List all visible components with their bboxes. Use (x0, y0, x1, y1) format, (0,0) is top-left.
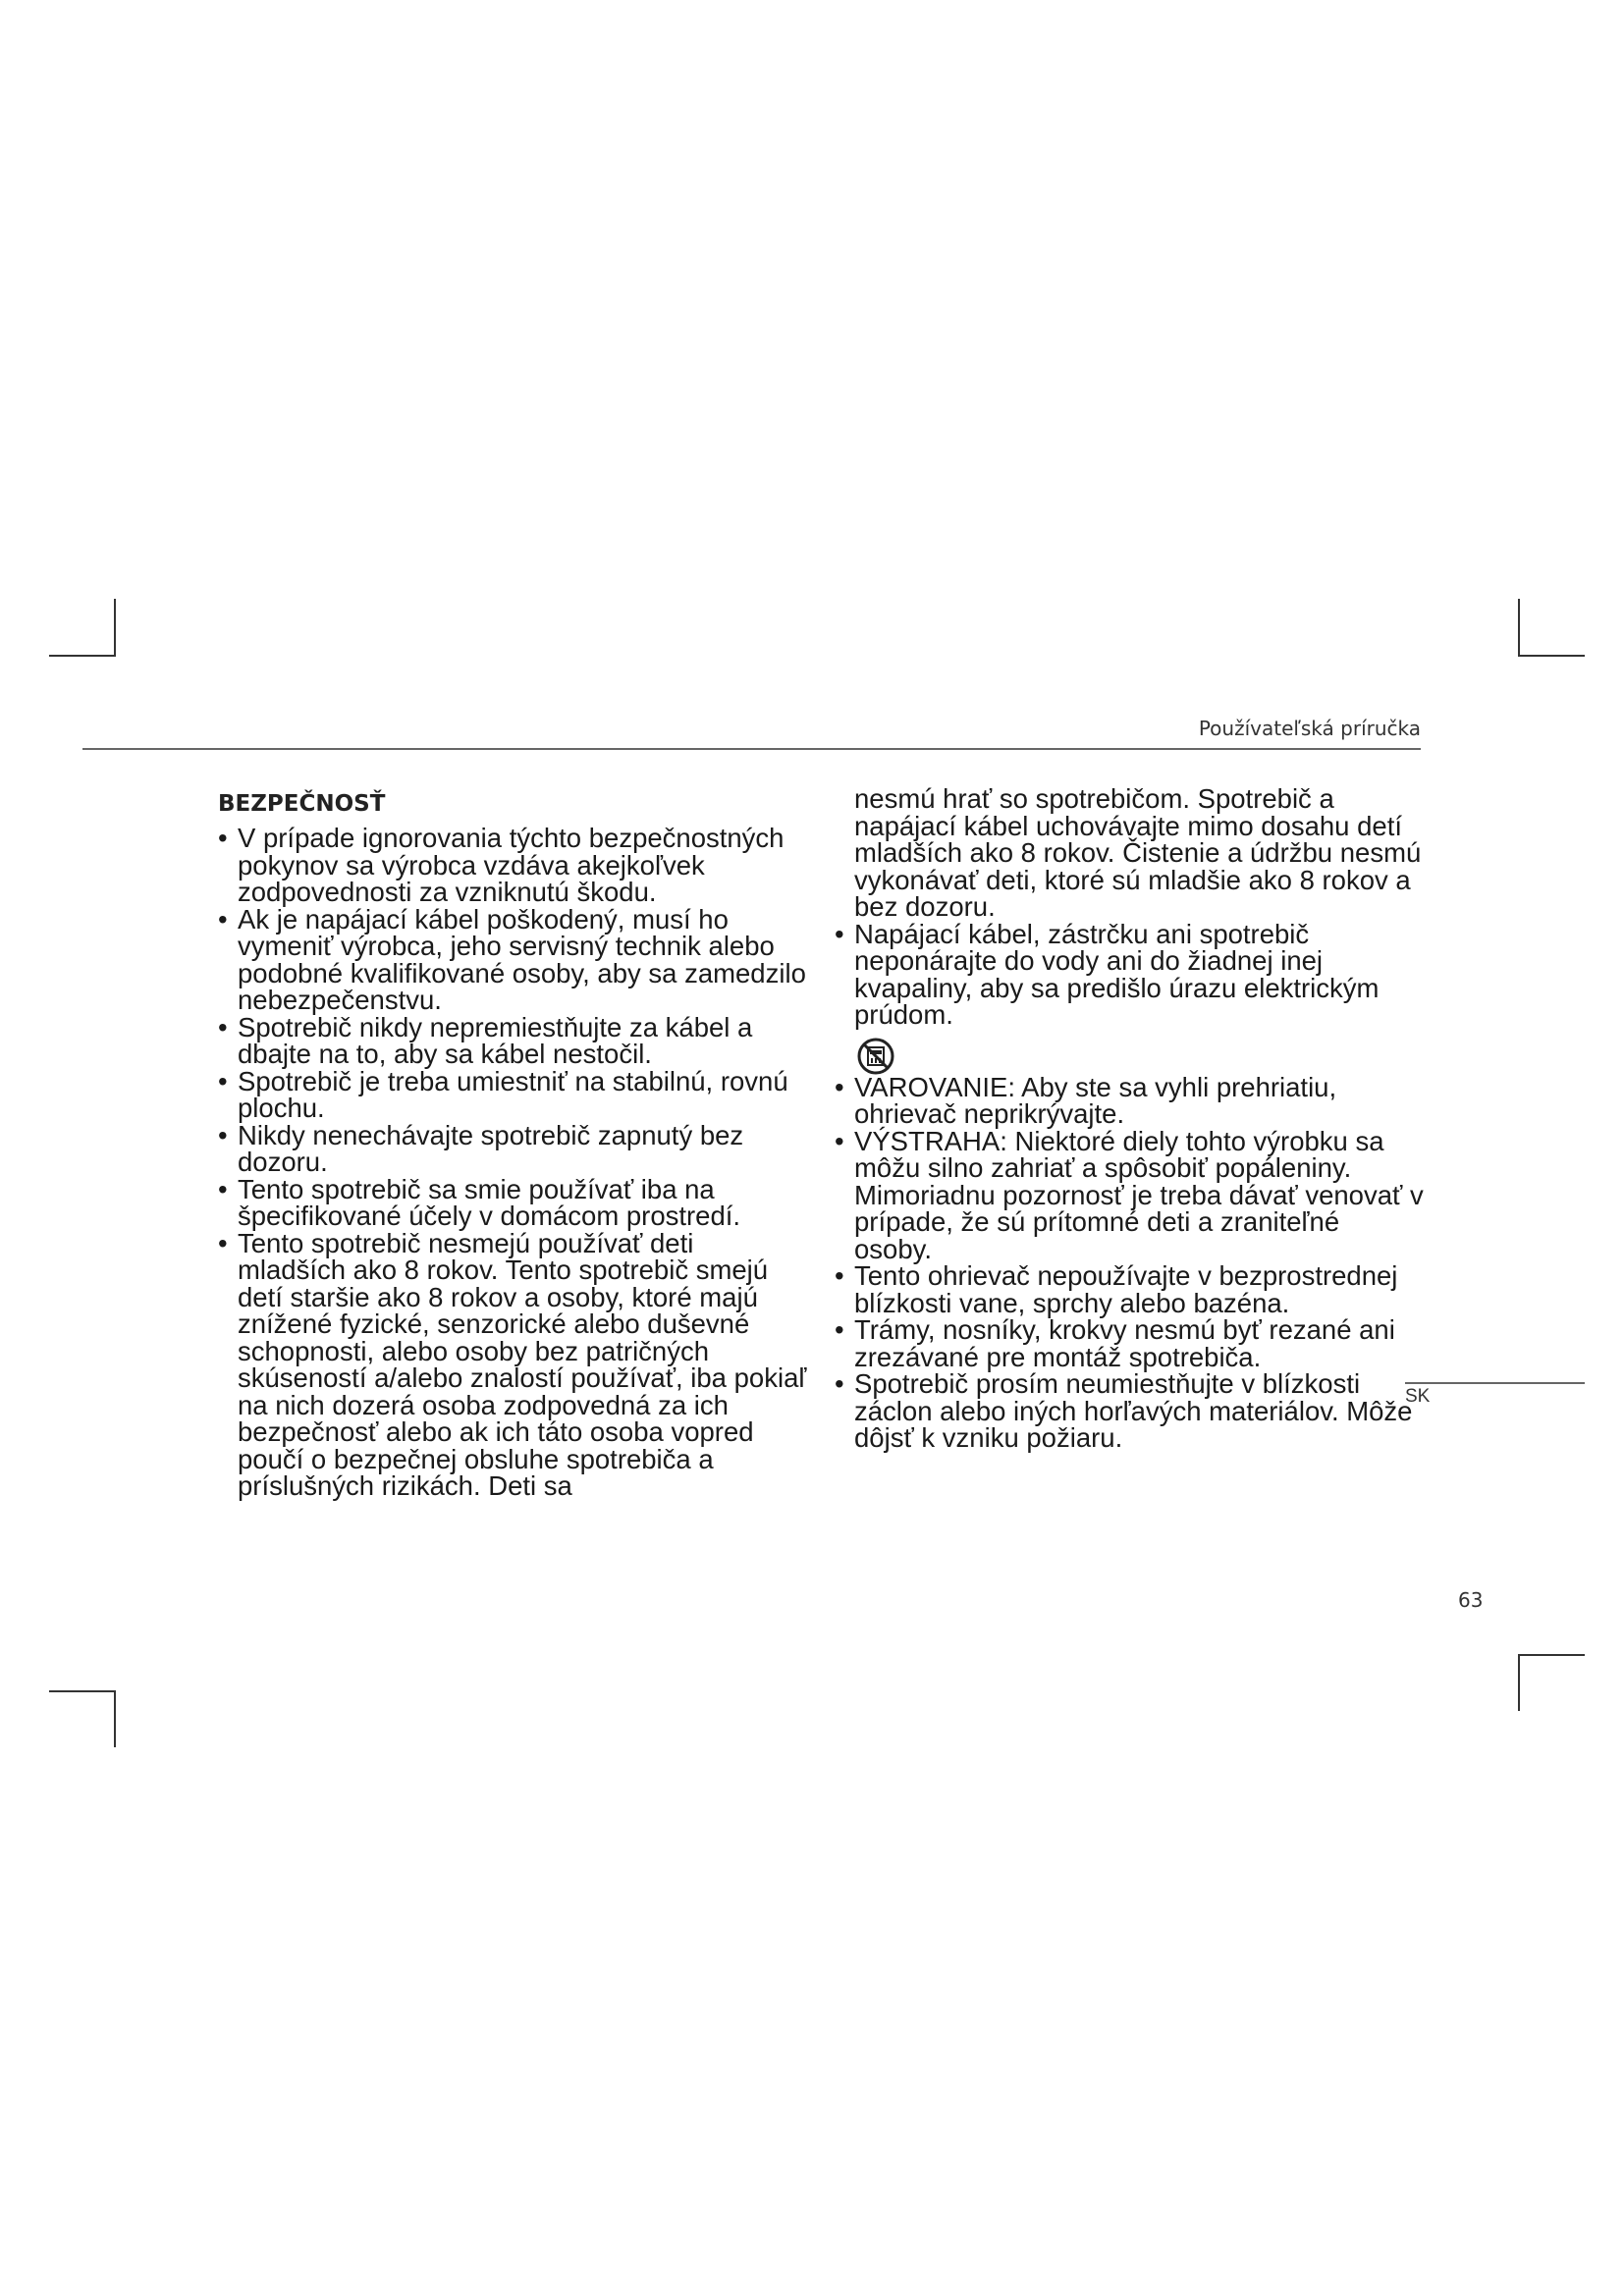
list-item: • VAROVANIE: Aby ste sa vyhli prehriatiu, ohrievač neprikrývajte. (835, 1074, 1424, 1128)
side-tab-rule (1405, 1382, 1585, 1384)
list-item: • Tento ohrievač nepoužívajte v bezprostrednej blízkosti vane, sprchy alebo bazéna. (835, 1262, 1424, 1316)
side-tab-label: SK (1405, 1386, 1431, 1407)
page-number: 63 (1458, 1588, 1484, 1612)
do-not-cover-icon (856, 1037, 895, 1076)
right-column (835, 785, 1424, 1452)
section-title: BEZPEČNOSŤ (218, 791, 386, 817)
list-item: • Nikdy nenechávajte spotrebič zapnutý bez dozoru. (218, 1122, 807, 1176)
list-item: • Napájací kábel, zástrčku ani spotrebič neponárajte do vody ani do žiadnej inej kvapaliny, aby sa predišlo úrazu elektrickým prúdom. (835, 921, 1424, 1029)
header-rule (82, 748, 1421, 750)
header-title: Používateľská príručka (1198, 717, 1421, 740)
list-item: • Tento spotrebič sa smie používať iba na špecifikované účely v domácom prostredí. (218, 1176, 807, 1230)
left-column (218, 785, 807, 1500)
list-item: • Spotrebič je treba umiestniť na stabilnú, rovnú plochu. (218, 1068, 807, 1122)
continuation-text: nesmú hrať so spotrebičom. Spotrebič a napájací kábel uchovávajte mimo dosahu detí mladších ako 8 rokov. Čistenie a údržbu nesmú vykonávať deti, ktoré sú mladšie ako 8 rokov a bez dozoru. (854, 783, 1422, 922)
list-item: • VÝSTRAHA: Niektoré diely tohto výrobku sa môžu silno zahriať a spôsobiť popáleniny. Mimoriadnu pozornosť je treba dávať venovať v prípade, že sú prítomné deti a zraniteľné osoby. (835, 1128, 1424, 1263)
list-item: • Trámy, nosníky, krokvy nesmú byť rezané ani zrezávané pre montáž spotrebiča. (835, 1316, 1424, 1370)
list-item: • V prípade ignorovania týchto bezpečnostných pokynov sa výrobca vzdáva akejkoľvek zodpovednosti za vzniknutú škodu. (218, 825, 807, 906)
list-item: • Tento spotrebič nesmejú používať deti mladších ako 8 rokov. Tento spotrebič smejú detí staršie ako 8 rokov a osoby, ktoré majú znížené fyzické, senzorické alebo duševné schopnosti, alebo osoby bez patričných skúseností a/alebo znalostí používať, iba pokiaľ na nich dozerá osoba zodpovedná za ich bezpečnosť alebo ak ich táto osoba vopred poučí o bezpečnej obsluhe spotrebiča a príslušných rizikách. Deti sa (218, 1230, 807, 1500)
left-bullet-list (218, 825, 807, 1500)
list-item: • Spotrebič nikdy nepremiestňujte za kábel a dbajte na to, aby sa kábel nestočil. (218, 1014, 807, 1068)
list-item: • Ak je napájací kábel poškodený, musí ho vymeniť výrobca, jeho servisný technik alebo podobné kvalifikované osoby, aby sa zamedzilo nebezpečenstvu. (218, 906, 807, 1014)
right-bullet-list-a (835, 918, 1424, 1030)
right-bullet-list-b (835, 1071, 1424, 1453)
list-item: • Spotrebič prosím neumiestňujte v blízkosti záclon alebo iných horľavých materiálov. Môže dôjsť k vzniku požiaru. (835, 1370, 1424, 1452)
